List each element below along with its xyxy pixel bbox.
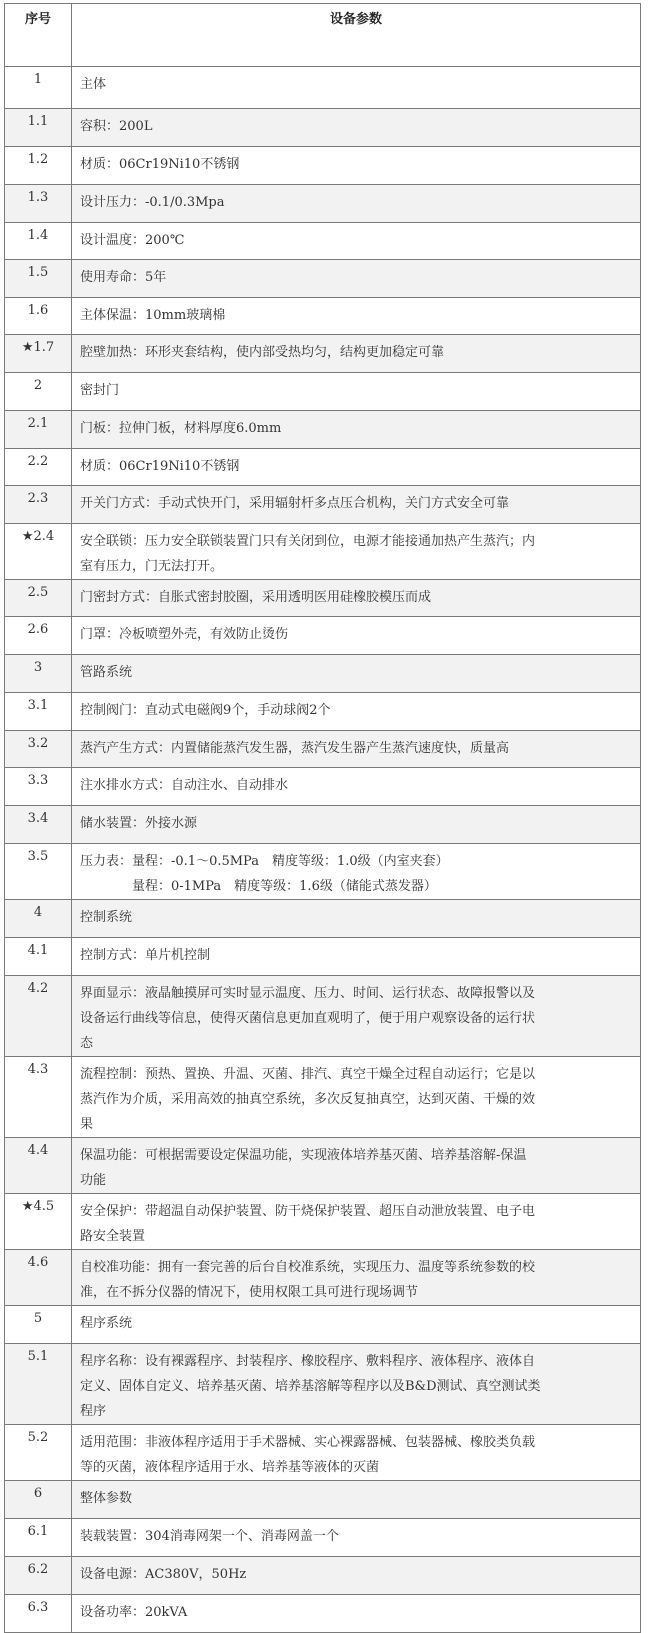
row-number: 2 bbox=[5, 373, 72, 411]
row-number: 1.5 bbox=[5, 260, 72, 298]
row-parameter bbox=[72, 373, 641, 411]
row-number: 4.6 bbox=[5, 1250, 72, 1306]
table-row bbox=[5, 1519, 641, 1557]
row-number: 1.4 bbox=[5, 223, 72, 260]
table-row bbox=[5, 844, 641, 900]
row-parameter bbox=[72, 580, 641, 617]
parameter-line: 容积：200L bbox=[80, 119, 153, 134]
parameter-line: 室有压力，门无法打开。 bbox=[80, 559, 224, 574]
table-row bbox=[5, 655, 641, 693]
parameter-line: 密封门 bbox=[80, 383, 120, 398]
table-row bbox=[5, 1057, 641, 1138]
table-row bbox=[5, 335, 641, 373]
row-number: 4.4 bbox=[5, 1138, 72, 1194]
parameter-line: 门罩：冷板喷塑外壳，有效防止烫伤 bbox=[80, 627, 289, 642]
parameter-line: 量程：0-1MPa 精度等级：1.6级（储能式蒸发器） bbox=[80, 879, 437, 894]
parameter-line: 控制系统 bbox=[80, 910, 133, 925]
table-row bbox=[5, 1250, 641, 1306]
row-parameter bbox=[72, 900, 641, 938]
row-number: ★4.5 bbox=[5, 1194, 72, 1250]
parameter-line: 整体参数 bbox=[80, 1491, 133, 1506]
row-parameter bbox=[72, 185, 641, 223]
parameter-line: 门板：拉伸门板，材料厚度6.0mm bbox=[80, 421, 282, 436]
row-parameter bbox=[72, 1481, 641, 1519]
row-parameter bbox=[72, 1344, 641, 1425]
parameter-line: 门密封方式：自胀式密封胶圈，采用透明医用硅橡胶模压而成 bbox=[80, 590, 432, 605]
parameter-line: 储水装置：外接水源 bbox=[80, 816, 198, 831]
parameter-line: 安全联锁：压力安全联锁装置门只有关闭到位，电源才能接通加热产生蒸汽；内 bbox=[80, 534, 536, 549]
parameter-line: 态 bbox=[80, 1036, 94, 1051]
row-parameter bbox=[72, 976, 641, 1057]
parameter-line: 设备运行曲线等信息，使得灭菌信息更加直观明了，便于用户观察设备的运行状 bbox=[80, 1011, 536, 1026]
row-parameter bbox=[72, 1519, 641, 1557]
parameter-line: 适用范围：非液体程序适用于手术器械、实心裸露器械、包装器械、橡胶类负载 bbox=[80, 1435, 536, 1450]
table-row bbox=[5, 298, 641, 335]
parameter-line: 界面显示：液晶触摸屏可实时显示温度、压力、时间、运行状态、故障报警以及 bbox=[80, 986, 536, 1001]
parameter-line: 控制方式：单片机控制 bbox=[80, 948, 211, 963]
table-row bbox=[5, 768, 641, 806]
row-number: 1.3 bbox=[5, 185, 72, 223]
table-row bbox=[5, 1425, 641, 1481]
table-row bbox=[5, 617, 641, 655]
row-number: 1.6 bbox=[5, 298, 72, 335]
row-parameter bbox=[72, 1306, 641, 1344]
row-number: 3 bbox=[5, 655, 72, 693]
row-number: 3.4 bbox=[5, 806, 72, 844]
row-parameter bbox=[72, 617, 641, 655]
spec-table bbox=[4, 3, 641, 1633]
table-row bbox=[5, 1595, 641, 1633]
row-parameter bbox=[72, 335, 641, 373]
table-row bbox=[5, 411, 641, 449]
parameter-line: 材质：06Cr19Ni10不锈钢 bbox=[80, 157, 240, 172]
row-parameter bbox=[72, 1557, 641, 1595]
row-parameter bbox=[72, 693, 641, 731]
row-number: 5.2 bbox=[5, 1425, 72, 1481]
row-parameter bbox=[72, 768, 641, 806]
table-row bbox=[5, 1138, 641, 1194]
table-row bbox=[5, 976, 641, 1057]
parameter-line: 蒸汽产生方式：内置储能蒸汽发生器，蒸汽发生器产生蒸汽速度快，质量高 bbox=[80, 741, 510, 756]
table-row bbox=[5, 185, 641, 223]
parameter-line: 路安全装置 bbox=[80, 1229, 146, 1244]
row-number: 2.1 bbox=[5, 411, 72, 449]
parameter-line: 程序系统 bbox=[80, 1316, 133, 1331]
row-number: 2.6 bbox=[5, 617, 72, 655]
row-parameter bbox=[72, 147, 641, 185]
row-number: 3.5 bbox=[5, 844, 72, 900]
parameter-line: 程序名称：设有裸露程序、封装程序、橡胶程序、敷料程序、液体程序、液体自 bbox=[80, 1354, 536, 1369]
row-parameter bbox=[72, 1057, 641, 1138]
table-row bbox=[5, 731, 641, 768]
row-number: 4 bbox=[5, 900, 72, 938]
row-parameter bbox=[72, 844, 641, 900]
row-number: 2.5 bbox=[5, 580, 72, 617]
row-number: 2.3 bbox=[5, 486, 72, 524]
parameter-line: 注水排水方式：自动注水、自动排水 bbox=[80, 778, 289, 793]
parameter-line: 材质：06Cr19Ni10不锈钢 bbox=[80, 459, 240, 474]
row-parameter bbox=[72, 938, 641, 976]
table-row bbox=[5, 1306, 641, 1344]
row-number: 2.2 bbox=[5, 449, 72, 486]
row-number: 4.1 bbox=[5, 938, 72, 976]
row-parameter bbox=[72, 655, 641, 693]
parameter-line: 设备功率：20kVA bbox=[80, 1605, 188, 1620]
parameter-line: 压力表：量程：-0.1～0.5MPa 精度等级：1.0级（内室夹套） bbox=[80, 854, 449, 869]
table-row bbox=[5, 449, 641, 486]
parameter-line: 控制阀门：直动式电磁阀9个，手动球阀2个 bbox=[80, 703, 331, 718]
parameter-line: 装载装置：304消毒网架一个、消毒网盖一个 bbox=[80, 1529, 339, 1544]
row-parameter bbox=[72, 731, 641, 768]
parameter-line: 腔壁加热：环形夹套结构，使内部受热均匀，结构更加稳定可靠 bbox=[80, 345, 445, 360]
table-row bbox=[5, 1481, 641, 1519]
row-parameter bbox=[72, 223, 641, 260]
parameter-line: 准，在不拆分仪器的情况下，使用权限工具可进行现场调节 bbox=[80, 1285, 419, 1300]
table-row bbox=[5, 373, 641, 411]
row-number: ★1.7 bbox=[5, 335, 72, 373]
table-row bbox=[5, 938, 641, 976]
row-parameter bbox=[72, 1194, 641, 1250]
row-parameter bbox=[72, 524, 641, 580]
header-param: 设备参数 bbox=[72, 4, 641, 67]
parameter-line: 等的灭菌，液体程序适用于水、培养基等液体的灭菌 bbox=[80, 1460, 380, 1475]
parameter-line: 开关门方式：手动式快开门，采用辐射杆多点压合机构，关门方式安全可靠 bbox=[80, 496, 510, 511]
parameter-line: 定义、固体自定义、培养基灭菌、培养基溶解等程序以及B&D测试、真空测试类 bbox=[80, 1379, 541, 1394]
parameter-line: 功能 bbox=[80, 1173, 107, 1188]
parameter-line: 程序 bbox=[80, 1404, 107, 1419]
table-row bbox=[5, 260, 641, 298]
parameter-line: 主体保温：10mm玻璃棉 bbox=[80, 308, 226, 323]
row-parameter bbox=[72, 486, 641, 524]
parameter-line: 果 bbox=[80, 1117, 94, 1132]
parameter-line: 管路系统 bbox=[80, 665, 133, 680]
row-parameter bbox=[72, 109, 641, 147]
parameter-line: 蒸汽作为介质，采用高效的抽真空系统，多次反复抽真空，达到灭菌、干燥的效 bbox=[80, 1092, 536, 1107]
table-header-row bbox=[5, 4, 641, 67]
row-parameter bbox=[72, 67, 641, 109]
table-row bbox=[5, 524, 641, 580]
parameter-line: 保温功能：可根据需要设定保温功能，实现液体培养基灭菌、培养基溶解-保温 bbox=[80, 1148, 527, 1163]
table-row bbox=[5, 580, 641, 617]
parameter-line: 设计温度：200℃ bbox=[80, 233, 185, 248]
row-number: 3.1 bbox=[5, 693, 72, 731]
row-number: 6.3 bbox=[5, 1595, 72, 1633]
row-number: 1 bbox=[5, 67, 72, 109]
row-number: 1.2 bbox=[5, 147, 72, 185]
row-parameter bbox=[72, 1595, 641, 1633]
row-number: 5.1 bbox=[5, 1344, 72, 1425]
parameter-line: 设备电源：AC380V，50Hz bbox=[80, 1567, 247, 1582]
row-parameter bbox=[72, 806, 641, 844]
row-parameter bbox=[72, 1425, 641, 1481]
table-row bbox=[5, 109, 641, 147]
parameter-line: 使用寿命：5年 bbox=[80, 270, 167, 285]
table-row bbox=[5, 147, 641, 185]
row-parameter bbox=[72, 411, 641, 449]
row-parameter bbox=[72, 260, 641, 298]
row-number: ★2.4 bbox=[5, 524, 72, 580]
table-body bbox=[5, 67, 641, 1633]
row-number: 1.1 bbox=[5, 109, 72, 147]
table-row bbox=[5, 900, 641, 938]
row-number: 3.2 bbox=[5, 731, 72, 768]
row-number: 4.2 bbox=[5, 976, 72, 1057]
row-number: 6.2 bbox=[5, 1557, 72, 1595]
table-row bbox=[5, 486, 641, 524]
row-number: 6.1 bbox=[5, 1519, 72, 1557]
row-number: 6 bbox=[5, 1481, 72, 1519]
table-row bbox=[5, 1557, 641, 1595]
parameter-line: 安全保护：带超温自动保护装置、防干烧保护装置、超压自动泄放装置、电子电 bbox=[80, 1204, 536, 1219]
table-row bbox=[5, 223, 641, 260]
parameter-line: 流程控制：预热、置换、升温、灭菌、排汽、真空干燥全过程自动运行；它是以 bbox=[80, 1067, 536, 1082]
table-row bbox=[5, 1344, 641, 1425]
table-row bbox=[5, 806, 641, 844]
row-parameter bbox=[72, 449, 641, 486]
row-parameter bbox=[72, 1138, 641, 1194]
row-parameter bbox=[72, 298, 641, 335]
parameter-line: 主体 bbox=[80, 77, 107, 92]
parameter-line: 自校准功能：拥有一套完善的后台自校准系统，实现压力、温度等系统参数的校 bbox=[80, 1260, 536, 1275]
header-no: 序号 bbox=[5, 4, 72, 67]
row-number: 5 bbox=[5, 1306, 72, 1344]
table-row bbox=[5, 67, 641, 109]
row-parameter bbox=[72, 1250, 641, 1306]
row-number: 4.3 bbox=[5, 1057, 72, 1138]
row-number: 3.3 bbox=[5, 768, 72, 806]
table-row bbox=[5, 693, 641, 731]
table-row bbox=[5, 1194, 641, 1250]
parameter-line: 设计压力：-0.1/0.3Mpa bbox=[80, 195, 225, 210]
